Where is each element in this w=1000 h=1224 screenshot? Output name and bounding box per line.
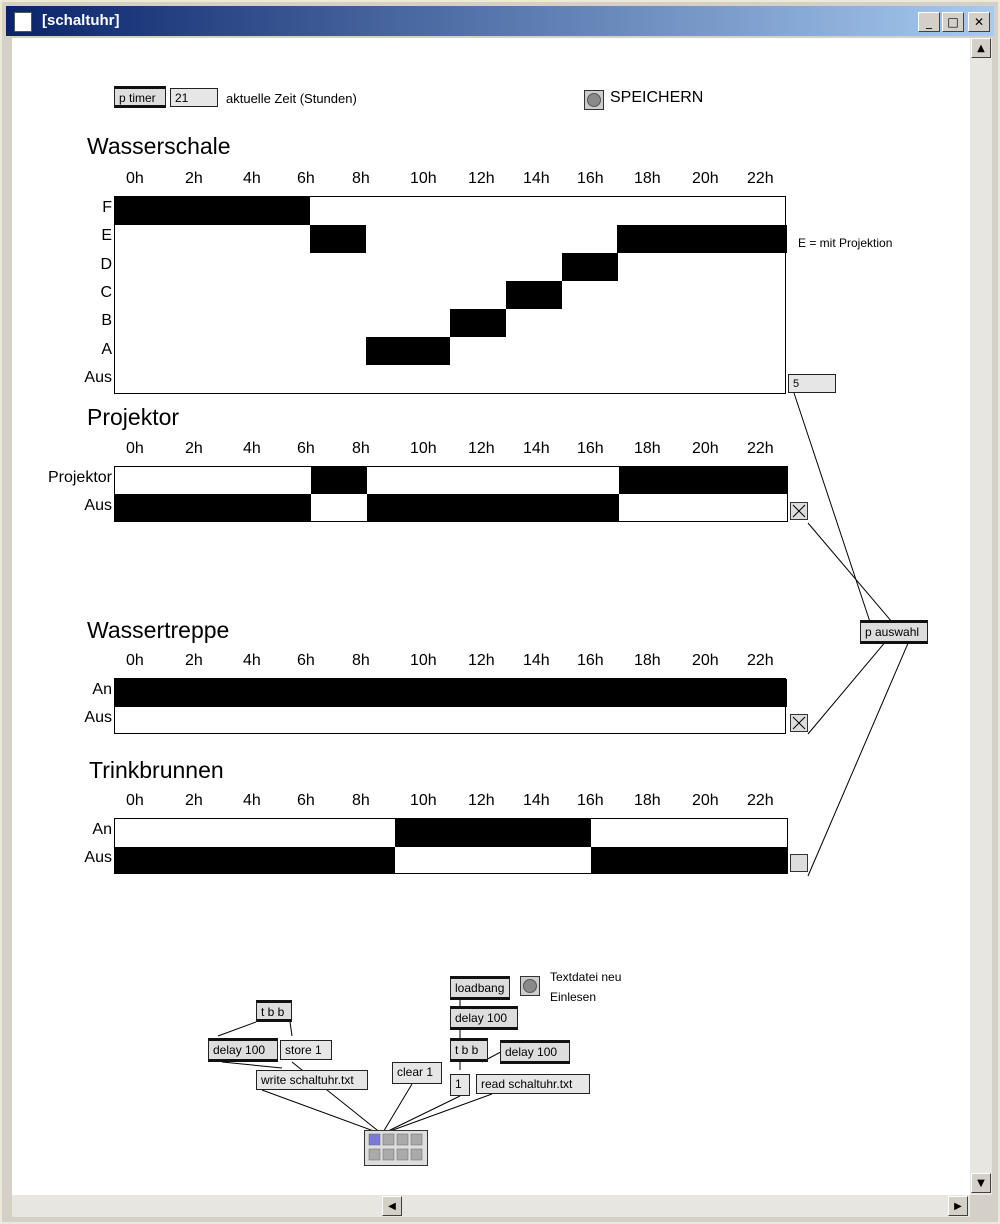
write-message[interactable]: write schaltuhr.txt <box>256 1070 368 1090</box>
hour-label: 16h <box>577 170 604 187</box>
hour-label: 10h <box>410 170 437 187</box>
row-label: Aus <box>84 709 112 726</box>
cell-block[interactable] <box>115 494 311 521</box>
wassertreppe-grid[interactable] <box>114 678 786 734</box>
hour-label: 22h <box>747 652 774 669</box>
hour-label: 8h <box>352 652 370 669</box>
hour-label: 22h <box>747 440 774 457</box>
wasserschale-hours <box>12 170 812 190</box>
hour-label: 16h <box>577 792 604 809</box>
cell-block[interactable] <box>115 197 310 225</box>
trinkbrunnen-grid[interactable] <box>114 818 788 874</box>
auswahl-object[interactable]: p auswahl <box>860 620 928 644</box>
window-title: [schaltuhr] <box>42 12 120 29</box>
row-label: A <box>101 340 112 358</box>
hour-label: 10h <box>410 792 437 809</box>
hour-label: 20h <box>692 652 719 669</box>
timer-label: aktuelle Zeit (Stunden) <box>226 91 357 106</box>
hour-label: 10h <box>410 440 437 457</box>
cell-block[interactable] <box>115 847 395 873</box>
hour-label: 8h <box>352 170 370 187</box>
hour-label: 0h <box>126 170 144 187</box>
projektor-toggle[interactable] <box>790 502 808 520</box>
scroll-left-icon[interactable]: ◀ <box>382 1196 402 1216</box>
hour-label: 20h <box>692 170 719 187</box>
wasserschale-grid[interactable] <box>114 196 786 394</box>
projektor-title: Projektor <box>87 404 180 430</box>
cell-block[interactable] <box>115 679 787 707</box>
cell-block[interactable] <box>367 494 619 521</box>
projection-note: E = mit Projektion <box>798 236 893 250</box>
hour-label: 0h <box>126 652 144 669</box>
row-label: An <box>92 681 112 698</box>
hour-label: 18h <box>634 792 661 809</box>
hour-label: 14h <box>523 652 550 669</box>
wasserschale-number-box[interactable]: 5 <box>788 374 836 393</box>
bang-icon <box>523 979 537 993</box>
hour-label: 14h <box>523 440 550 457</box>
tbb-left-object[interactable]: t b b <box>256 1000 292 1022</box>
hour-label: 6h <box>297 652 315 669</box>
hour-label: 4h <box>243 652 261 669</box>
row-label: Projektor <box>47 469 112 486</box>
hour-label: 4h <box>243 440 261 457</box>
save-button[interactable] <box>584 90 604 110</box>
x-icon <box>791 503 807 519</box>
trinkbrunnen-toggle[interactable] <box>790 854 808 872</box>
scroll-up-icon[interactable]: ▲ <box>971 38 991 58</box>
preset-grid-icon <box>365 1131 427 1165</box>
row-label: E <box>101 227 112 245</box>
hour-label: 20h <box>692 440 719 457</box>
row-label: Aus <box>84 849 112 866</box>
save-label: SPEICHERN <box>610 89 704 106</box>
row-label: C <box>100 283 112 301</box>
loadbang-object[interactable]: loadbang <box>450 976 510 1000</box>
tbb-right-object[interactable]: t b b <box>450 1038 488 1062</box>
cell-block[interactable] <box>591 847 787 873</box>
hour-label: 0h <box>126 440 144 457</box>
hour-label: 12h <box>468 792 495 809</box>
wassertreppe-hours <box>12 652 812 672</box>
cell-block[interactable] <box>506 281 562 309</box>
hour-label: 12h <box>468 440 495 457</box>
hour-label: 18h <box>634 440 661 457</box>
scroll-down-icon[interactable]: ▼ <box>971 1173 991 1193</box>
horizontal-scrollbar[interactable] <box>12 1195 970 1217</box>
hour-label: 4h <box>243 792 261 809</box>
cell-block[interactable] <box>366 337 450 365</box>
delay-top-object[interactable]: delay 100 <box>450 1006 518 1030</box>
hour-label: 22h <box>747 170 774 187</box>
vertical-scrollbar[interactable] <box>970 38 992 1195</box>
timer-number-box[interactable]: 21 <box>170 88 218 107</box>
hour-label: 2h <box>185 792 203 809</box>
hour-label: 2h <box>185 440 203 457</box>
row-label: F <box>102 199 112 216</box>
close-icon[interactable]: ✕ <box>968 12 990 32</box>
delay-right-object[interactable]: delay 100 <box>500 1040 570 1064</box>
cell-block[interactable] <box>619 467 787 494</box>
row-label: An <box>92 821 112 838</box>
patcher-canvas[interactable] <box>12 38 970 1195</box>
hour-label: 4h <box>243 170 261 187</box>
projektor-hours <box>12 440 812 460</box>
minimize-icon[interactable]: _ <box>918 12 940 32</box>
hour-label: 10h <box>410 652 437 669</box>
read-message[interactable]: read schaltuhr.txt <box>476 1074 590 1094</box>
reload-button[interactable] <box>520 976 540 996</box>
timer-object[interactable]: p timer <box>114 86 166 108</box>
cell-block[interactable] <box>311 467 367 494</box>
wasserschale-title: Wasserschale <box>87 133 231 159</box>
hour-label: 14h <box>523 792 550 809</box>
one-message[interactable]: 1 <box>450 1074 470 1096</box>
x-icon <box>791 715 807 731</box>
trinkbrunnen-title: Trinkbrunnen <box>89 757 224 783</box>
cell-block[interactable] <box>395 819 591 847</box>
bang-icon <box>587 93 601 107</box>
row-label: Aus <box>84 497 112 514</box>
hour-label: 6h <box>297 170 315 187</box>
hour-label: 8h <box>352 440 370 457</box>
hour-label: 16h <box>577 652 604 669</box>
hour-label: 0h <box>126 792 144 809</box>
hour-label: 22h <box>747 792 774 809</box>
cell-block[interactable] <box>562 253 618 281</box>
hour-label: 18h <box>634 652 661 669</box>
hour-label: 6h <box>297 440 315 457</box>
clear-message[interactable]: clear 1 <box>392 1062 442 1084</box>
reload-label-1: Textdatei neu <box>550 970 622 984</box>
row-label: D <box>100 255 112 273</box>
document-icon <box>14 12 32 32</box>
trinkbrunnen-hours <box>12 792 812 812</box>
hour-label: 14h <box>523 170 550 187</box>
delay-left-object[interactable]: delay 100 <box>208 1038 278 1062</box>
store-message[interactable]: store 1 <box>280 1040 332 1060</box>
scroll-right-icon[interactable]: ▶ <box>948 1196 968 1216</box>
row-label: Aus <box>84 368 112 386</box>
wassertreppe-toggle[interactable] <box>790 714 808 732</box>
title-bar[interactable] <box>6 6 994 36</box>
hour-label: 18h <box>634 170 661 187</box>
row-label: B <box>101 312 112 330</box>
hour-label: 6h <box>297 792 315 809</box>
hour-label: 8h <box>352 792 370 809</box>
wassertreppe-title: Wassertreppe <box>87 617 230 643</box>
cell-block[interactable] <box>617 225 787 253</box>
maximize-icon[interactable]: □ <box>942 12 964 32</box>
hour-label: 12h <box>468 170 495 187</box>
preset-object[interactable] <box>364 1130 428 1166</box>
cell-block[interactable] <box>310 225 366 253</box>
hour-label: 20h <box>692 792 719 809</box>
hour-label: 2h <box>185 170 203 187</box>
hour-label: 2h <box>185 652 203 669</box>
resize-grip[interactable] <box>970 1195 992 1217</box>
reload-label-2: Einlesen <box>550 990 597 1004</box>
hour-label: 16h <box>577 440 604 457</box>
projektor-grid[interactable] <box>114 466 788 522</box>
cell-block[interactable] <box>450 309 506 337</box>
hour-label: 12h <box>468 652 495 669</box>
